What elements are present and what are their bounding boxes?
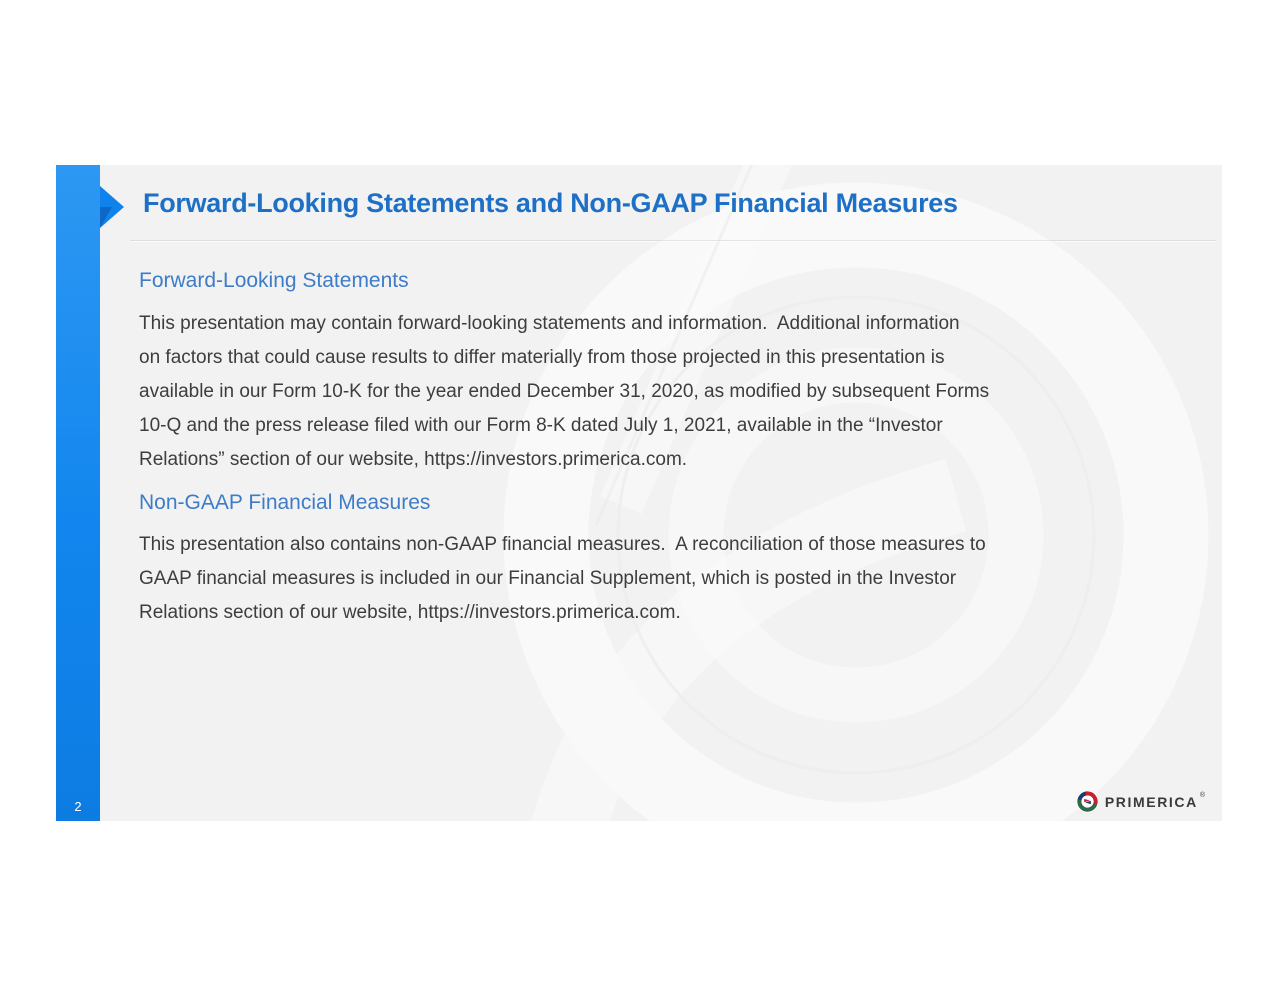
accent-bar	[56, 165, 100, 821]
page-number: 2	[74, 799, 82, 814]
primerica-emblem-icon	[1076, 790, 1099, 813]
primerica-logo	[1076, 790, 1205, 813]
section-heading-forward-looking: Forward-Looking Statements	[139, 269, 409, 292]
paragraph-line: available in our Form 10-K for the year ended December 31, 2020, as modified by subsequent Forms	[139, 381, 990, 402]
page-title: Forward-Looking Statements and Non-GAAP Financial Measures	[143, 188, 958, 218]
title-divider	[130, 240, 1216, 242]
paragraph-line: This presentation also contains non-GAAP financial measures. A reconciliation of those measures to	[139, 534, 986, 555]
paragraph-line: Relations section of our website, https://investors.primerica.com.	[139, 602, 681, 623]
paragraph-line: Relations” section of our website, https://investors.primerica.com.	[139, 449, 688, 470]
paragraph-line: on factors that could cause results to differ materially from those projected in this presentation is	[139, 347, 945, 368]
slide-canvas	[56, 165, 1222, 821]
section-heading-non-gaap: Non-GAAP Financial Measures	[139, 491, 431, 514]
arrow-fold-shade	[100, 207, 112, 228]
registered-trademark-mark: ®	[1199, 792, 1205, 799]
paragraph-line: GAAP financial measures is included in our Financial Supplement, which is posted in the Investor	[139, 568, 957, 589]
paragraph-line: 10-Q and the press release filed with our Form 8-K dated July 1, 2021, available in the “Investor	[139, 415, 943, 436]
paragraph-non-gaap	[139, 528, 1222, 630]
paragraph-line: This presentation may contain forward-looking statements and information. Additional information	[139, 313, 960, 334]
paragraph-forward-looking	[139, 307, 1222, 477]
primerica-wordmark: PRIMERICA	[1104, 793, 1198, 810]
